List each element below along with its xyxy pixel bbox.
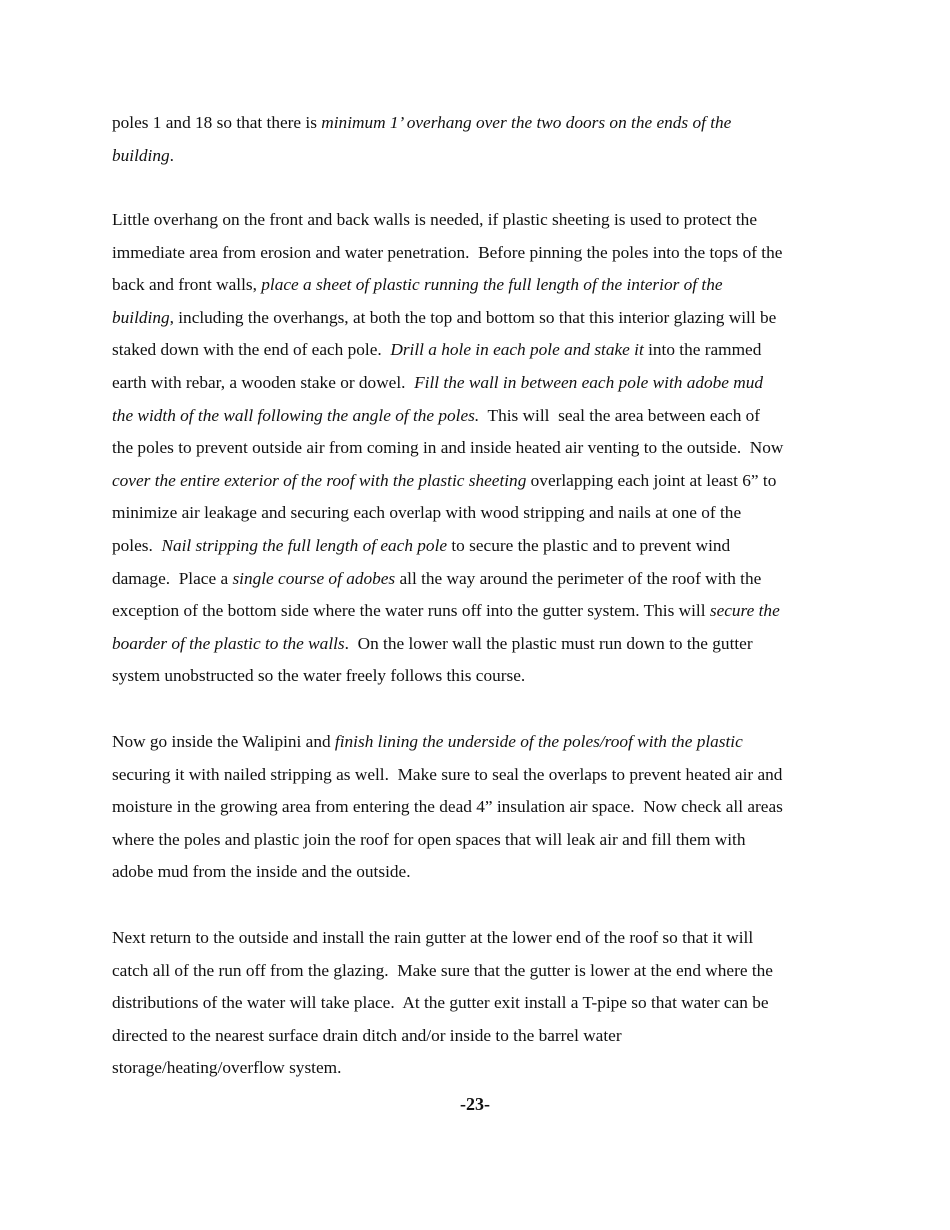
text-line (112, 856, 842, 889)
text-run: . On the lower wall the plastic must run down to the gutter (344, 633, 753, 653)
text-line (112, 302, 842, 335)
italic-text-run: secure the (709, 601, 780, 621)
text-run: distributions of the water will take place. At the gutter exit install a T-pipe so that water can be (112, 993, 769, 1013)
text-run: poles 1 and 18 so that there is (112, 113, 322, 132)
text-line (112, 465, 842, 498)
text-run: minimize air leakage and securing each overlap with wood stripping and nails at one of the (112, 503, 742, 523)
text-line (112, 660, 842, 693)
text-run: system unobstructed so the water freely follows this course. (112, 666, 526, 686)
text-line (112, 824, 842, 857)
text-run: . (169, 145, 174, 165)
text-run: where the poles and plastic join the roof for open spaces that will leak air and fill them with (112, 829, 746, 849)
paragraph-4 (112, 922, 842, 1085)
text-line (112, 140, 842, 173)
text-line (112, 1052, 842, 1085)
italic-text-run: finish lining the underside of the poles/roof with the plastic (334, 732, 743, 751)
text-line (112, 791, 842, 824)
text-line (112, 432, 842, 465)
text-run: storage/heating/overflow system. (112, 1058, 342, 1078)
text-line (112, 563, 842, 596)
text-line (112, 1020, 842, 1053)
text-run: earth with rebar, a wooden stake or dowel. (112, 372, 415, 392)
text-run: damage. Place a (112, 568, 233, 588)
text-line (112, 334, 842, 367)
text-run: poles. (112, 535, 162, 555)
paragraph-2 (112, 204, 842, 693)
italic-text-run: Drill a hole in each pole and stake it (390, 340, 644, 360)
text-line (112, 628, 842, 661)
text-run: Next return to the outside and install the rain gutter at the lower end of the roof so that it will (112, 928, 754, 947)
text-line (112, 367, 842, 400)
text-line (112, 107, 842, 140)
page-number: -23- (460, 1094, 490, 1114)
text-run: exception of the bottom side where the water runs off into the gutter system. This will (112, 601, 710, 621)
text-run: This will seal the area between each of (479, 405, 761, 425)
italic-text-run: the width of the wall following the angle of the poles. (112, 405, 480, 425)
text-run: into the rammed (643, 340, 762, 360)
text-line (112, 269, 842, 302)
text-run: immediate area from erosion and water penetration. Before pinning the poles into the tops of the (112, 242, 783, 262)
text-line (112, 726, 842, 759)
text-run: moisture in the growing area from entering the dead 4” insulation air space. Now check all areas (112, 797, 783, 817)
text-run: overlapping each joint at least 6” to (526, 470, 777, 490)
italic-text-run: Fill the wall in between each pole with adobe mud (414, 372, 764, 392)
text-run: Little overhang on the front and back walls is needed, if plastic sheeting is used to protect the (112, 210, 757, 229)
text-run: the poles to prevent outside air from coming in and inside heated air venting to the outside. Now (112, 438, 784, 458)
italic-text-run: cover the entire exterior of the roof with the plastic sheeting (112, 470, 527, 490)
text-run: catch all of the run off from the glazing. Make sure that the gutter is lower at the end where the (112, 960, 773, 980)
text-run: to secure the plastic and to prevent wind (447, 535, 731, 555)
paragraph-3 (112, 726, 842, 889)
italic-text-run: minimum 1’ overhang over the two doors on the ends of the (321, 113, 732, 132)
text-line (112, 237, 842, 270)
italic-text-run: Nail stripping the full length of each pole (161, 535, 448, 555)
paragraph-1 (112, 107, 842, 172)
text-run: securing it with nailed stripping as well. Make sure to seal the overlaps to prevent heated air and (112, 764, 783, 784)
text-line (112, 759, 842, 792)
italic-text-run: place a sheet of plastic running the full length of the interior of the (261, 275, 723, 295)
italic-text-run: boarder of the plastic to the walls (112, 633, 345, 653)
text-run: all the way around the perimeter of the roof with the (395, 568, 762, 588)
text-line (112, 955, 842, 988)
text-line (112, 204, 842, 237)
text-run: adobe mud from the inside and the outside. (112, 862, 411, 882)
text-line (112, 922, 842, 955)
text-run: back and front walls, (112, 275, 262, 295)
text-run: Now go inside the Walipini and (112, 732, 335, 751)
italic-text-run: single course of adobes (232, 568, 396, 588)
text-line (112, 530, 842, 563)
text-line (112, 497, 842, 530)
text-run: staked down with the end of each pole. (112, 340, 391, 360)
text-line (112, 987, 842, 1020)
italic-text-run: building (112, 307, 170, 327)
text-line (112, 400, 842, 433)
italic-text-run: building (112, 145, 170, 165)
text-run: directed to the nearest surface drain ditch and/or inside to the barrel water (112, 1025, 622, 1045)
text-line (112, 595, 842, 628)
text-run: , including the overhangs, at both the top and bottom so that this interior glazing will be (169, 307, 777, 327)
